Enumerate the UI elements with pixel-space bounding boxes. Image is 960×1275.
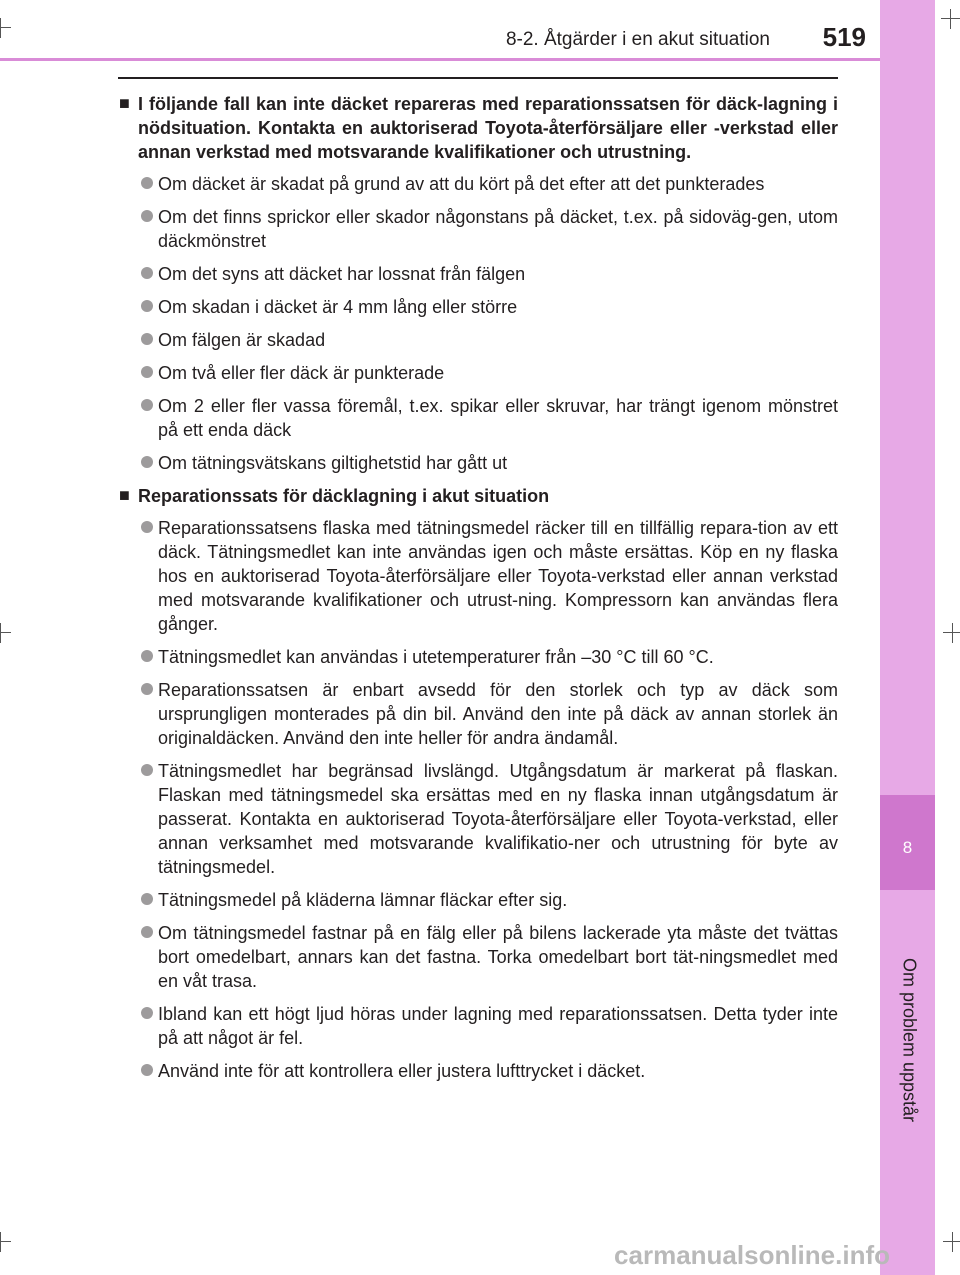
list-item-text: Om tätningsvätskans giltighetstid har gått ut xyxy=(158,453,508,473)
crop-mark-icon xyxy=(941,9,960,29)
chapter-number: 8 xyxy=(902,838,913,857)
list-item xyxy=(138,172,838,196)
list-item xyxy=(138,361,838,385)
list-item xyxy=(138,295,838,319)
list-item-text: Om det finns sprickor eller skador någonstans på däcket, t.ex. på sidoväg-gen, utom däckmönstret xyxy=(158,207,838,251)
section xyxy=(118,92,838,475)
circle-bullet-icon xyxy=(141,399,153,411)
list-item-text: Använd inte för att kontrollera eller justera lufttrycket i däcket. xyxy=(158,1061,646,1081)
circle-bullet-icon xyxy=(141,1064,153,1076)
section-heading: Reparationssats för däcklagning i akut situation xyxy=(138,486,550,506)
square-bullet-icon: ■ xyxy=(119,93,130,113)
header-rule xyxy=(0,58,880,61)
circle-bullet-icon xyxy=(141,177,153,189)
list-item xyxy=(138,451,838,475)
list-item-text: Reparationssatsens flaska med tätningsmedel räcker till en tillfällig repara-tion av ett däck. Tätningsmedlet kan inte användas igen och måste ersättas. Köp en ny flaska hos en auktoriserad Toyota-återförsäljare eller Toyota-verkstad eller annan verkstad med motsvarande kvalifikationer och utrust-ning. Kompressorn kan användas flera gånger. xyxy=(158,518,838,634)
list-item xyxy=(138,1002,838,1050)
watermark: carmanualsonline.info xyxy=(614,1240,890,1270)
circle-bullet-icon xyxy=(141,764,153,776)
list-item-text: Om två eller fler däck är punkterade xyxy=(158,363,445,383)
list-item xyxy=(138,328,838,352)
list-item-text: Om fälgen är skadad xyxy=(158,330,326,350)
list-item xyxy=(138,1059,838,1083)
section-heading: I följande fall kan inte däcket repareras med reparationssatsen för däck-lagning i nödsituation. Kontakta en auktoriserad Toyota-återförsäljare eller -verkstad eller annan verkstad med motsvarande kvalifikationer och utrustning. xyxy=(138,94,838,162)
list-item xyxy=(138,678,838,750)
list-item xyxy=(138,921,838,993)
circle-bullet-icon xyxy=(141,456,153,468)
page-number: 519 xyxy=(822,22,866,52)
circle-bullet-icon xyxy=(141,893,153,905)
list-item-text: Om däcket är skadat på grund av att du kört på det efter att det punkterades xyxy=(158,174,765,194)
circle-bullet-icon xyxy=(141,683,153,695)
list-item xyxy=(138,205,838,253)
list-item-text: Om 2 eller fler vassa föremål, t.ex. spikar eller skruvar, har trängt igenom mönstret på ett enda däck xyxy=(158,396,838,440)
list-item-text: Om det syns att däcket har lossnat från fälgen xyxy=(158,264,526,284)
circle-bullet-icon xyxy=(141,210,153,222)
section-header-title: 8-2. Åtgärder i en akut situation xyxy=(505,29,770,50)
list-item-text: Tätningsmedlet har begränsad livslängd. Utgångsdatum är markerat på flaskan. Flaskan med tätningsmedel ska ersättas med en ny flaska innan utgångsdatum är passerat. Kontakta en auktoriserad Toyota-återförsäljare eller Toyota-verkstad, eller annan verksamhet med motsvarande kvalifikatio-ner och utrustning för byte av tätningsmedel. xyxy=(158,761,838,877)
circle-bullet-icon xyxy=(141,1007,153,1019)
list-item xyxy=(138,645,838,669)
chapter-title: Om problem uppstår xyxy=(899,957,920,1123)
crop-mark-icon xyxy=(0,623,11,643)
section xyxy=(118,484,838,1083)
list-item xyxy=(138,516,838,636)
list-item xyxy=(138,759,838,879)
crop-mark-icon xyxy=(0,18,11,38)
circle-bullet-icon xyxy=(141,333,153,345)
list-item-text: Ibland kan ett högt ljud höras under lagning med reparationssatsen. Detta tyder inte på att något är fel. xyxy=(158,1004,838,1048)
square-bullet-icon: ■ xyxy=(119,485,130,505)
list-item-text: Tätningsmedlet kan användas i utetemperaturer från –30 °C till 60 °C. xyxy=(158,647,714,667)
crop-mark-icon xyxy=(0,1232,11,1252)
circle-bullet-icon xyxy=(141,300,153,312)
circle-bullet-icon xyxy=(141,521,153,533)
circle-bullet-icon xyxy=(141,926,153,938)
crop-mark-icon xyxy=(943,623,960,643)
list-item-text: Reparationssatsen är enbart avsedd för den storlek och typ av däck som ursprungligen monterades på din bil. Använd den inte på däck av annan storlek än originaldäcken. Använd den inte heller för andra ändamål. xyxy=(158,680,838,748)
list-item-text: Om skadan i däcket är 4 mm lång eller större xyxy=(158,297,518,317)
list-item xyxy=(138,262,838,286)
content-rule xyxy=(118,77,838,79)
content-body xyxy=(118,92,838,1092)
circle-bullet-icon xyxy=(141,267,153,279)
list-item xyxy=(138,888,838,912)
circle-bullet-icon xyxy=(141,366,153,378)
crop-mark-icon xyxy=(943,1232,960,1252)
list-item-text: Om tätningsmedel fastnar på en fälg eller på bilens lackerade yta måste det tvättas bort omedelbart, annars kan det fastna. Torka omedelbart bort tät-ningsmedlet med en våt trasa. xyxy=(158,923,838,991)
circle-bullet-icon xyxy=(141,650,153,662)
list-item-text: Tätningsmedel på kläderna lämnar fläckar efter sig. xyxy=(158,890,568,910)
list-item xyxy=(138,394,838,442)
